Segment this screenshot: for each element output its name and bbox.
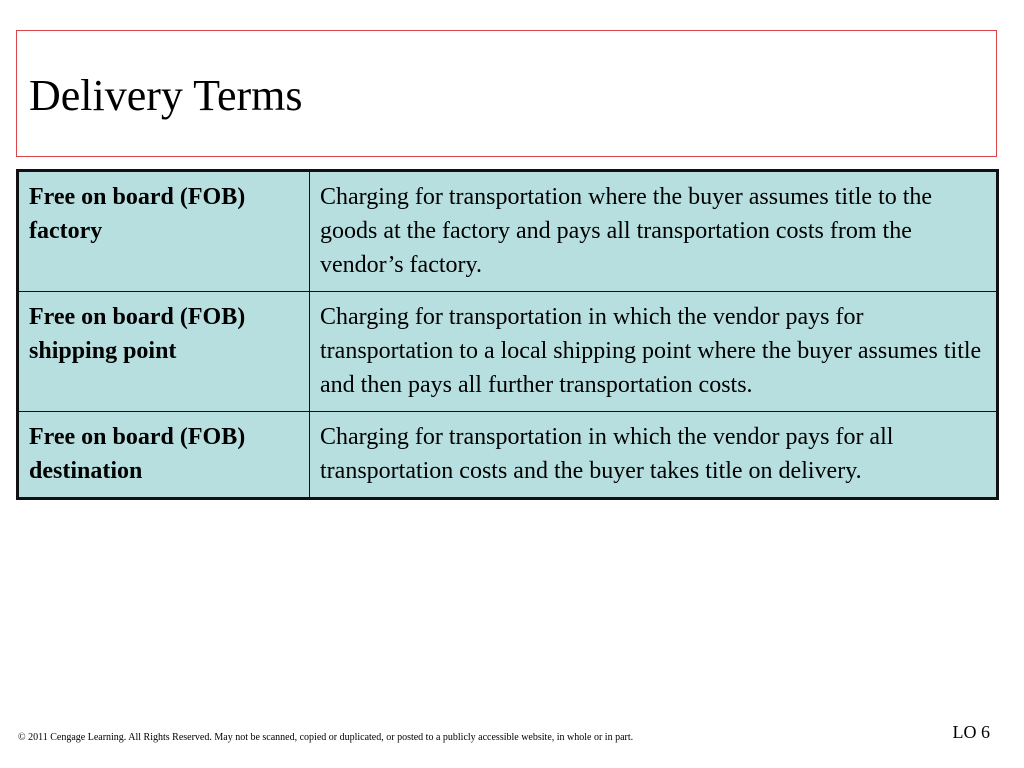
learning-objective-label: LO 6 [952, 722, 990, 742]
definition-cell: Charging for transportation in which the vendor pays for transportation to a local shipping point where the buyer assumes title and then pays all further transportation costs. [310, 292, 998, 412]
table-row [18, 292, 998, 412]
term-cell: Free on board (FOB) factory [18, 171, 310, 292]
table-row [18, 171, 998, 292]
delivery-terms-table [16, 169, 999, 500]
copyright-footer: © 2011 Cengage Learning. All Rights Reserved. May not be scanned, copied or duplicated, or posted to a publicly accessible website, in whole or in part. [18, 732, 634, 743]
title-box [16, 30, 997, 157]
table-row [18, 412, 998, 499]
definition-cell: Charging for transportation where the buyer assumes title to the goods at the factory and pays all transportation costs from the vendor’s factory. [310, 171, 998, 292]
term-cell: Free on board (FOB) shipping point [18, 292, 310, 412]
term-cell: Free on board (FOB) destination [18, 412, 310, 499]
slide-title: Delivery Terms [29, 71, 303, 120]
definition-cell: Charging for transportation in which the vendor pays for all transportation costs and the buyer takes title on delivery. [310, 412, 998, 499]
